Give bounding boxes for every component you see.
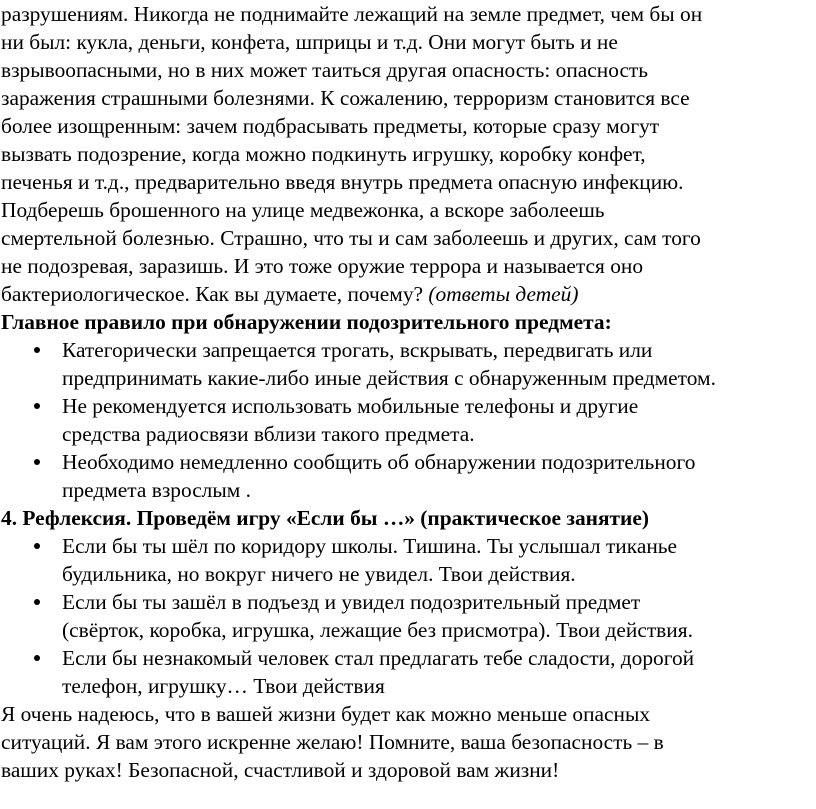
bullet-icon <box>34 347 40 353</box>
text-line: ситуаций. Я вам этого искренне желаю! Помните, ваша безопасность – в <box>1 730 664 754</box>
text-line: разрушениям. Никогда не поднимайте лежащий на земле предмет, чем бы он <box>1 2 703 26</box>
text-line: Не рекомендуется использовать мобильные телефоны и другие <box>62 394 639 418</box>
scenarios-list <box>1 532 813 700</box>
list-item <box>1 532 813 588</box>
text-line: предпринимать какие-либо иные действия с обнаруженным предметом. <box>62 366 716 390</box>
question-text: бактериологическое. Как вы думаете, почему? <box>1 282 429 306</box>
text-line: Если бы ты шёл по коридору школы. Тишина. Ты услышал тиканье <box>62 534 678 558</box>
list-item <box>1 448 813 504</box>
intro-paragraph <box>1 0 813 308</box>
text-line: не подозревая, заразишь. И это тоже оружие террора и называется оно <box>1 254 644 278</box>
reflection-heading: 4. Рефлексия. Проведём игру «Если бы …» (практическое занятие) <box>1 506 649 530</box>
text-line: Если бы ты зашёл в подъезд и увидел подозрительный предмет <box>62 590 641 614</box>
list-item <box>1 644 813 700</box>
list-item <box>1 392 813 448</box>
text-line: телефон, игрушку… Твои действия <box>62 674 385 698</box>
text-line: взрывоопасными, но в них может таиться другая опасность: опасность <box>1 58 649 82</box>
bullet-icon <box>34 655 40 661</box>
text-line: ни был: кукла, деньги, конфета, шприцы и т.д. Они могут быть и не <box>1 30 618 54</box>
closing-paragraph <box>1 700 813 784</box>
text-line-with-note <box>1 280 813 308</box>
rule-heading: Главное правило при обнаружении подозрительного предмета: <box>1 310 612 334</box>
text-line: Категорически запрещается трогать, вскрывать, передвигать или <box>62 338 653 362</box>
bullet-icon <box>34 403 40 409</box>
text-line: более изощренным: зачем подбрасывать предметы, которые сразу могут <box>1 114 660 138</box>
rules-list <box>1 336 813 504</box>
text-line: смертельной болезнью. Страшно, что ты и сам заболеешь и других, сам того <box>1 226 701 250</box>
children-answers-note: (ответы детей) <box>428 282 579 306</box>
text-line: вызвать подозрение, когда можно подкинуть игрушку, коробку конфет, <box>1 142 646 166</box>
text-line: Я очень надеюсь, что в вашей жизни будет как можно меньше опасных <box>1 702 651 726</box>
text-line: заражения страшными болезнями. К сожалению, терроризм становится все <box>1 86 690 110</box>
text-line: будильника, но вокруг ничего не увидел. Твои действия. <box>62 562 576 586</box>
bullet-icon <box>34 459 40 465</box>
text-line: Подберешь брошенного на улице медвежонка, а вскоре заболеешь <box>1 198 605 222</box>
bullet-icon <box>34 543 40 549</box>
text-line: (свёрток, коробка, игрушка, лежащие без присмотра). Твои действия. <box>62 618 693 642</box>
text-line: предмета взрослым . <box>62 478 251 502</box>
bullet-icon <box>34 599 40 605</box>
list-item <box>1 336 813 392</box>
text-line: Если бы незнакомый человек стал предлагать тебе сладости, дорогой <box>62 646 695 670</box>
list-item <box>1 588 813 644</box>
text-line: ваших руках! Безопасной, счастливой и здоровой вам жизни! <box>1 758 560 782</box>
text-line: средства радиосвязи вблизи такого предмета. <box>62 422 475 446</box>
text-line: печенья и т.д., предварительно введя внутрь предмета опасную инфекцию. <box>1 170 684 194</box>
document-page <box>1 0 813 784</box>
text-line: Необходимо немедленно сообщить об обнаружении подозрительного <box>62 450 696 474</box>
